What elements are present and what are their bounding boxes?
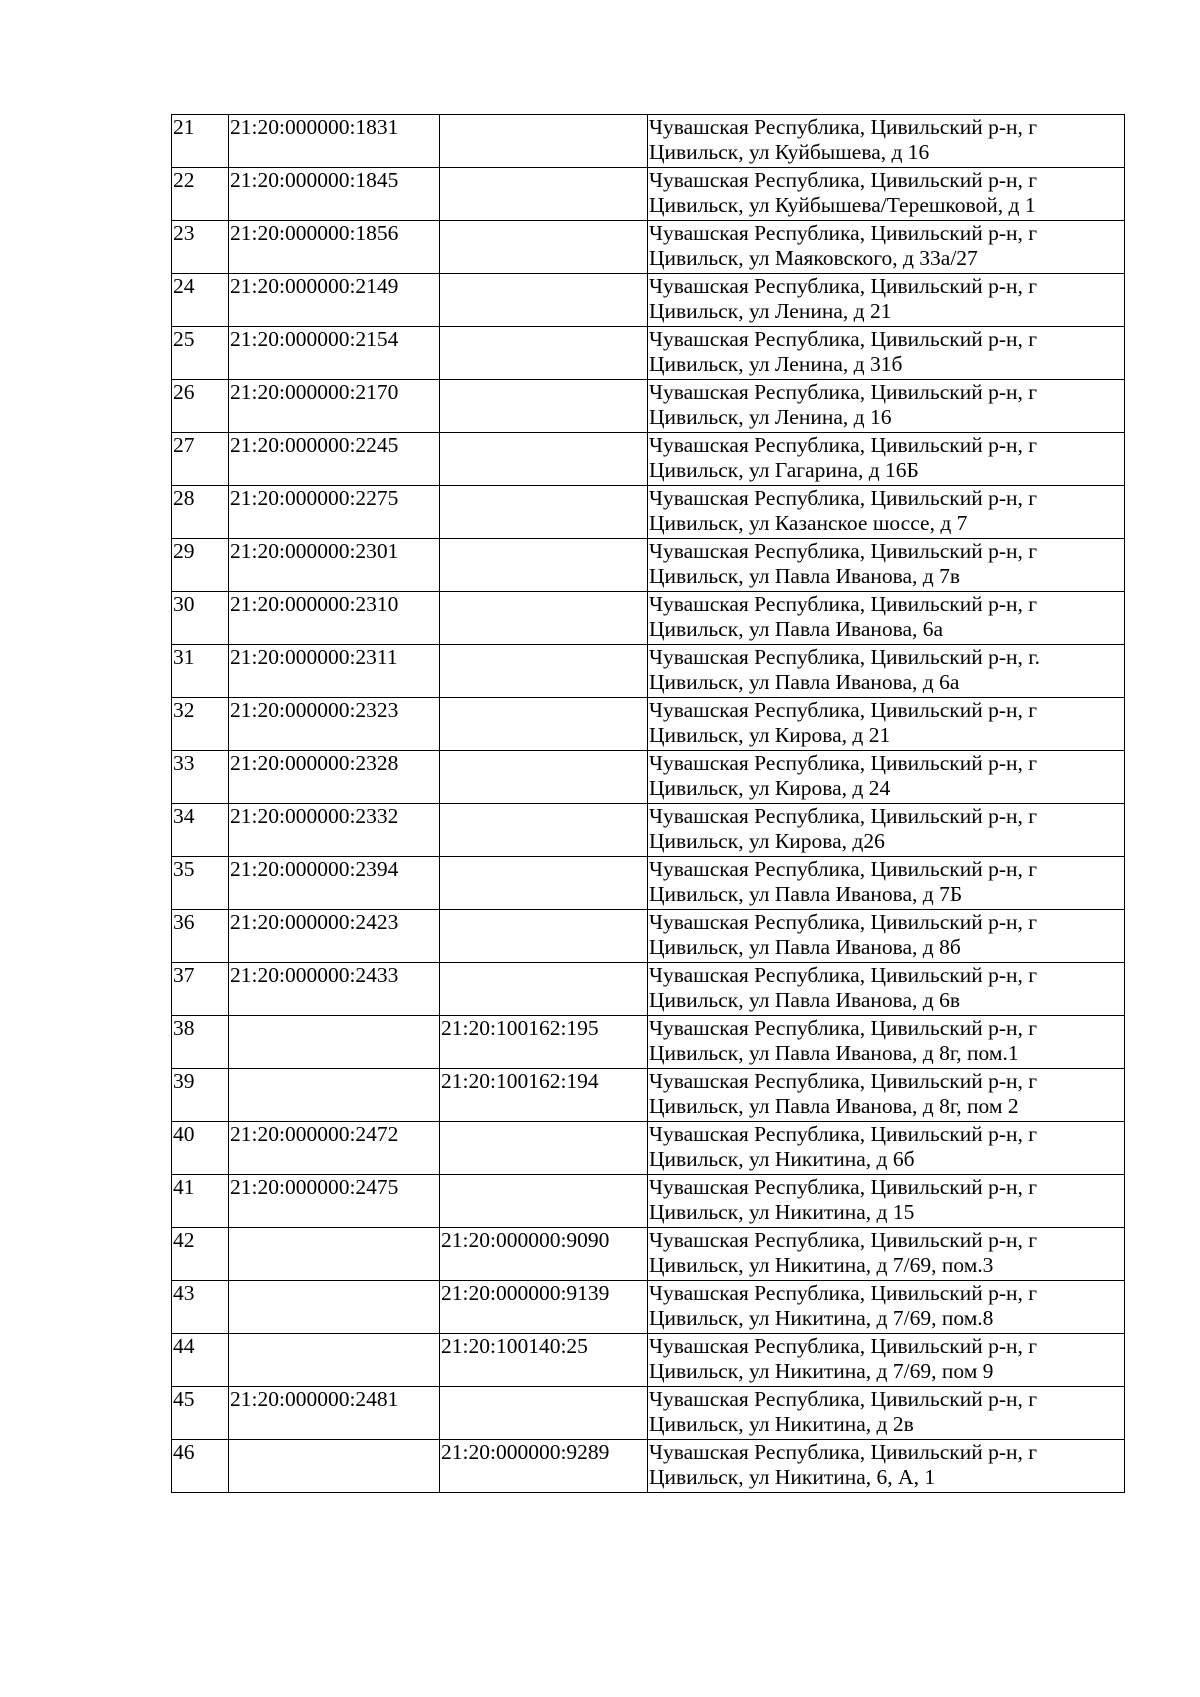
row-number: 45 [172, 1387, 229, 1440]
address: Чувашская Республика, Цивильский р-н, г Цивильск, ул Кирова, д26 [648, 804, 1125, 857]
building-cadastral-number: 21:20:000000:2275 [229, 486, 440, 539]
address: Чувашская Республика, Цивильский р-н, г. Цивильск, ул Павла Иванова, д 6а [648, 645, 1125, 698]
row-number: 27 [172, 433, 229, 486]
building-cadastral-number: 21:20:000000:2149 [229, 274, 440, 327]
address: Чувашская Республика, Цивильский р-н, г Цивильск, ул Никитина, д 6б [648, 1122, 1125, 1175]
address: Чувашская Республика, Цивильский р-н, г Цивильск, ул Павла Иванова, д 7Б [648, 857, 1125, 910]
table-row [172, 645, 1125, 698]
building-cadastral-number: 21:20:000000:2394 [229, 857, 440, 910]
row-number: 37 [172, 963, 229, 1016]
premise-cadastral-number [440, 115, 648, 168]
building-cadastral-number: 21:20:000000:2481 [229, 1387, 440, 1440]
row-number: 21 [172, 115, 229, 168]
table-row [172, 910, 1125, 963]
address: Чувашская Республика, Цивильский р-н, г Цивильск, ул Ленина, д 21 [648, 274, 1125, 327]
premise-cadastral-number [440, 274, 648, 327]
table-row [172, 1387, 1125, 1440]
building-cadastral-number [229, 1228, 440, 1281]
row-number: 39 [172, 1069, 229, 1122]
building-cadastral-number [229, 1281, 440, 1334]
building-cadastral-number: 21:20:000000:2423 [229, 910, 440, 963]
row-number: 40 [172, 1122, 229, 1175]
table-row [172, 486, 1125, 539]
table-row [172, 698, 1125, 751]
building-cadastral-number: 21:20:000000:1845 [229, 168, 440, 221]
table-row [172, 221, 1125, 274]
address: Чувашская Республика, Цивильский р-н, г Цивильск, ул Павла Иванова, д 8г, пом 2 [648, 1069, 1125, 1122]
row-number: 23 [172, 221, 229, 274]
building-cadastral-number: 21:20:000000:2475 [229, 1175, 440, 1228]
premise-cadastral-number: 21:20:100162:195 [440, 1016, 648, 1069]
premise-cadastral-number [440, 221, 648, 274]
premise-cadastral-number [440, 857, 648, 910]
premise-cadastral-number: 21:20:100140:25 [440, 1334, 648, 1387]
premise-cadastral-number [440, 1387, 648, 1440]
table-row [172, 804, 1125, 857]
row-number: 30 [172, 592, 229, 645]
building-cadastral-number: 21:20:000000:2328 [229, 751, 440, 804]
premise-cadastral-number [440, 433, 648, 486]
premise-cadastral-number [440, 539, 648, 592]
table-row [172, 327, 1125, 380]
address: Чувашская Республика, Цивильский р-н, г Цивильск, ул Гагарина, д 16Б [648, 433, 1125, 486]
table-row [172, 274, 1125, 327]
address: Чувашская Республика, Цивильский р-н, г Цивильск, ул Никитина, д 15 [648, 1175, 1125, 1228]
address: Чувашская Республика, Цивильский р-н, г Цивильск, ул Кирова, д 21 [648, 698, 1125, 751]
table-row [172, 433, 1125, 486]
premise-cadastral-number [440, 1175, 648, 1228]
address: Чувашская Республика, Цивильский р-н, г Цивильск, ул Павла Иванова, д 7в [648, 539, 1125, 592]
row-number: 33 [172, 751, 229, 804]
table-row [172, 1016, 1125, 1069]
table-row [172, 168, 1125, 221]
premise-cadastral-number [440, 804, 648, 857]
premise-cadastral-number [440, 963, 648, 1016]
building-cadastral-number: 21:20:000000:2170 [229, 380, 440, 433]
building-cadastral-number: 21:20:000000:1831 [229, 115, 440, 168]
address: Чувашская Республика, Цивильский р-н, г Цивильск, ул Ленина, д 16 [648, 380, 1125, 433]
building-cadastral-number [229, 1440, 440, 1493]
row-number: 22 [172, 168, 229, 221]
address: Чувашская Республика, Цивильский р-н, г Цивильск, ул Никитина, д 7/69, пом.8 [648, 1281, 1125, 1334]
table-row [172, 963, 1125, 1016]
building-cadastral-number: 21:20:000000:1856 [229, 221, 440, 274]
property-registry-table [171, 114, 1125, 1493]
premise-cadastral-number [440, 168, 648, 221]
row-number: 32 [172, 698, 229, 751]
building-cadastral-number: 21:20:000000:2433 [229, 963, 440, 1016]
premise-cadastral-number: 21:20:000000:9139 [440, 1281, 648, 1334]
building-cadastral-number: 21:20:000000:2301 [229, 539, 440, 592]
address: Чувашская Республика, Цивильский р-н, г Цивильск, ул Никитина, 6, А, 1 [648, 1440, 1125, 1493]
row-number: 29 [172, 539, 229, 592]
premise-cadastral-number [440, 698, 648, 751]
address: Чувашская Республика, Цивильский р-н, г Цивильск, ул Никитина, д 2в [648, 1387, 1125, 1440]
table-row [172, 1334, 1125, 1387]
premise-cadastral-number [440, 486, 648, 539]
row-number: 28 [172, 486, 229, 539]
row-number: 38 [172, 1016, 229, 1069]
premise-cadastral-number [440, 327, 648, 380]
table-row [172, 380, 1125, 433]
table-row [172, 1228, 1125, 1281]
building-cadastral-number: 21:20:000000:2154 [229, 327, 440, 380]
address: Чувашская Республика, Цивильский р-н, г Цивильск, ул Никитина, д 7/69, пом.3 [648, 1228, 1125, 1281]
address: Чувашская Республика, Цивильский р-н, г Цивильск, ул Казанское шоссе, д 7 [648, 486, 1125, 539]
table-row [172, 1122, 1125, 1175]
row-number: 43 [172, 1281, 229, 1334]
premise-cadastral-number [440, 592, 648, 645]
address: Чувашская Республика, Цивильский р-н, г Цивильск, ул Павла Иванова, 6а [648, 592, 1125, 645]
row-number: 41 [172, 1175, 229, 1228]
table-row [172, 539, 1125, 592]
table-row [172, 1175, 1125, 1228]
address: Чувашская Республика, Цивильский р-н, г Цивильск, ул Маяковского, д 33а/27 [648, 221, 1125, 274]
building-cadastral-number: 21:20:000000:2332 [229, 804, 440, 857]
premise-cadastral-number [440, 910, 648, 963]
row-number: 31 [172, 645, 229, 698]
address: Чувашская Республика, Цивильский р-н, г Цивильск, ул Куйбышева/Терешковой, д 1 [648, 168, 1125, 221]
premise-cadastral-number [440, 751, 648, 804]
address: Чувашская Республика, Цивильский р-н, г Цивильск, ул Ленина, д 31б [648, 327, 1125, 380]
address: Чувашская Республика, Цивильский р-н, г Цивильск, ул Павла Иванова, д 6в [648, 963, 1125, 1016]
row-number: 24 [172, 274, 229, 327]
building-cadastral-number [229, 1069, 440, 1122]
row-number: 35 [172, 857, 229, 910]
address: Чувашская Республика, Цивильский р-н, г Цивильск, ул Кирова, д 24 [648, 751, 1125, 804]
row-number: 46 [172, 1440, 229, 1493]
premise-cadastral-number [440, 380, 648, 433]
building-cadastral-number: 21:20:000000:2323 [229, 698, 440, 751]
address: Чувашская Республика, Цивильский р-н, г Цивильск, ул Павла Иванова, д 8г, пом.1 [648, 1016, 1125, 1069]
premise-cadastral-number: 21:20:000000:9289 [440, 1440, 648, 1493]
address: Чувашская Республика, Цивильский р-н, г Цивильск, ул Куйбышева, д 16 [648, 115, 1125, 168]
table-row [172, 751, 1125, 804]
table-row [172, 1069, 1125, 1122]
table-row [172, 857, 1125, 910]
table-row [172, 592, 1125, 645]
row-number: 36 [172, 910, 229, 963]
table-row [172, 1440, 1125, 1493]
address: Чувашская Республика, Цивильский р-н, г Цивильск, ул Павла Иванова, д 8б [648, 910, 1125, 963]
row-number: 25 [172, 327, 229, 380]
building-cadastral-number [229, 1016, 440, 1069]
premise-cadastral-number: 21:20:000000:9090 [440, 1228, 648, 1281]
address: Чувашская Республика, Цивильский р-н, г Цивильск, ул Никитина, д 7/69, пом 9 [648, 1334, 1125, 1387]
building-cadastral-number: 21:20:000000:2310 [229, 592, 440, 645]
building-cadastral-number: 21:20:000000:2472 [229, 1122, 440, 1175]
building-cadastral-number: 21:20:000000:2245 [229, 433, 440, 486]
building-cadastral-number: 21:20:000000:2311 [229, 645, 440, 698]
premise-cadastral-number [440, 645, 648, 698]
row-number: 44 [172, 1334, 229, 1387]
table-row [172, 1281, 1125, 1334]
row-number: 26 [172, 380, 229, 433]
premise-cadastral-number [440, 1122, 648, 1175]
table-row [172, 115, 1125, 168]
row-number: 42 [172, 1228, 229, 1281]
row-number: 34 [172, 804, 229, 857]
premise-cadastral-number: 21:20:100162:194 [440, 1069, 648, 1122]
registry-table-body [172, 115, 1125, 1493]
building-cadastral-number [229, 1334, 440, 1387]
